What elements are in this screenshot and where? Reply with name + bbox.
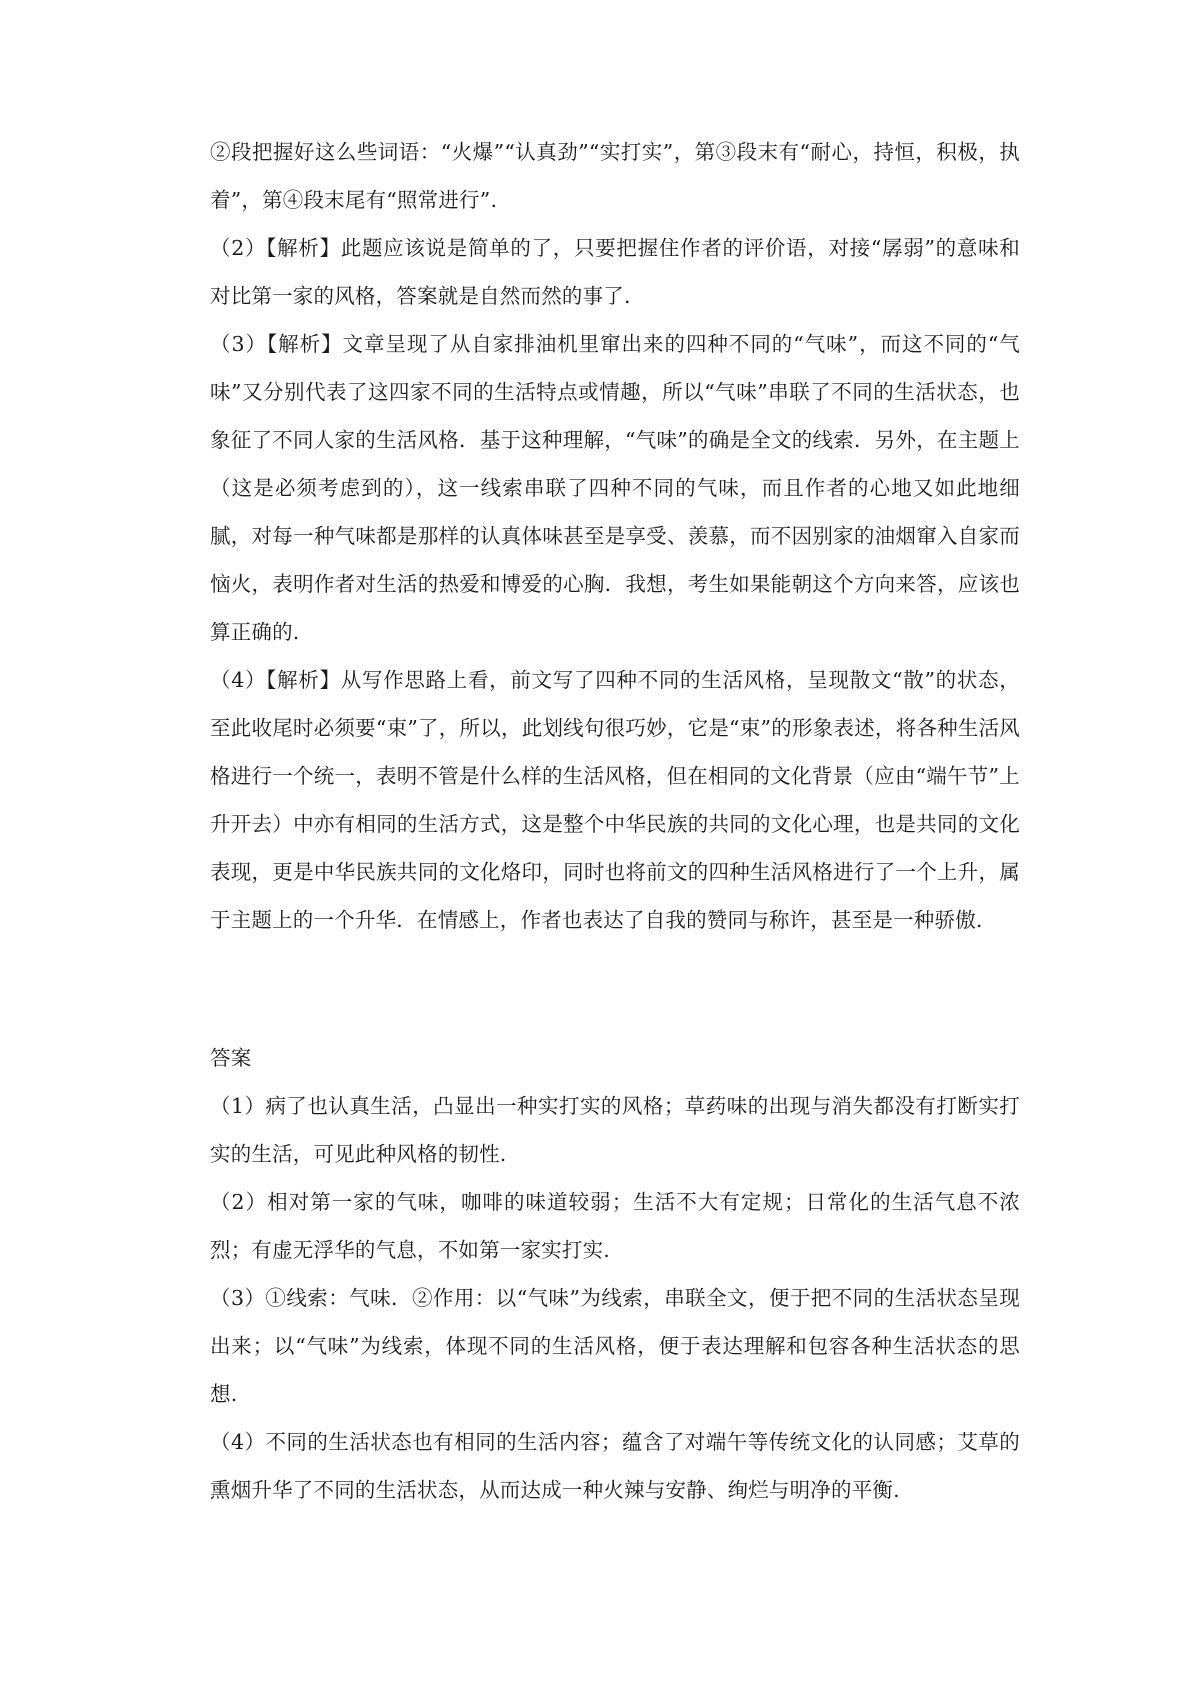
analysis-paragraph-2: （2）【解析】此题应该说是简单的了，只要把握住作者的评价语，对接“孱弱”的意味和对比第一家的风格，答案就是自然而然的事了. <box>210 236 1020 308</box>
answer-item-2: （2）相对第一家的气味，咖啡的味道较弱；生活不大有定规；日常化的生活气息不浓烈；有虚无浮华的气息，不如第一家实打实. <box>210 1190 1020 1262</box>
answer-heading: 答案 <box>210 1046 252 1070</box>
analysis-paragraph-3: （3）【解析】文章呈现了从自家排油机里窜出来的四种不同的“气味”，而这不同的“气味”又分别代表了这四家不同的生活特点或情趣，所以“气味”串联了不同的生活状态，也象征了不同人家的生活风格．基于这种理解，“气味”的确是全文的线索．另外，在主题上（这是必须考虑到的），这一线索串联了四种不同的气味，而且作者的心地又如此地细腻，对每一种气味都是那样的认真体味甚至是享受、羡慕，而不因别家的油烟窜入自家而恼火，表明作者对生活的热爱和博爱的心胸．我想，考生如果能朝这个方向来答，应该也算正确的. <box>210 332 1020 644</box>
analysis-paragraph-1-continued: ②段把握好这么些词语：“火爆”“认真劲”“实打实”，第③段末有“耐心，持恒，积极，执着”，第④段末尾有“照常进行”. <box>210 140 1020 212</box>
answer-item-3: （3）①线索：气味．②作用：以“气味”为线索，串联全文，便于把不同的生活状态呈现出来；以“气味”为线索，体现不同的生活风格，便于表达理解和包容各种生活状态的思想. <box>210 1286 1020 1406</box>
answer-item-1: （1）病了也认真生活，凸显出一种实打实的风格；草药味的出现与消失都没有打断实打实的生活，可见此种风格的韧性. <box>210 1094 1020 1166</box>
section-spacer <box>210 944 1020 1034</box>
analysis-paragraph-4: （4）【解析】从写作思路上看，前文写了四种不同的生活风格，呈现散文“散”的状态，至此收尾时必须要“束”了，所以，此划线句很巧妙，它是“束”的形象表述，将各种生活风格进行一个统一，表明不管是什么样的生活风格，但在相同的文化背景（应由“端午节”上升开去）中亦有相同的生活方式，这是整个中华民族的共同的文化心理，也是共同的文化表现，更是中华民族共同的文化烙印，同时也将前文的四种生活风格进行了一个上升，属于主题上的一个升华．在情感上，作者也表达了自我的赞同与称许，甚至是一种骄傲. <box>210 668 1020 932</box>
document-page <box>210 128 1020 1514</box>
answer-item-4: （4）不同的生活状态也有相同的生活内容；蕴含了对端午等传统文化的认同感；艾草的熏烟升华了不同的生活状态，从而达成一种火辣与安静、绚烂与明净的平衡. <box>210 1430 1020 1502</box>
